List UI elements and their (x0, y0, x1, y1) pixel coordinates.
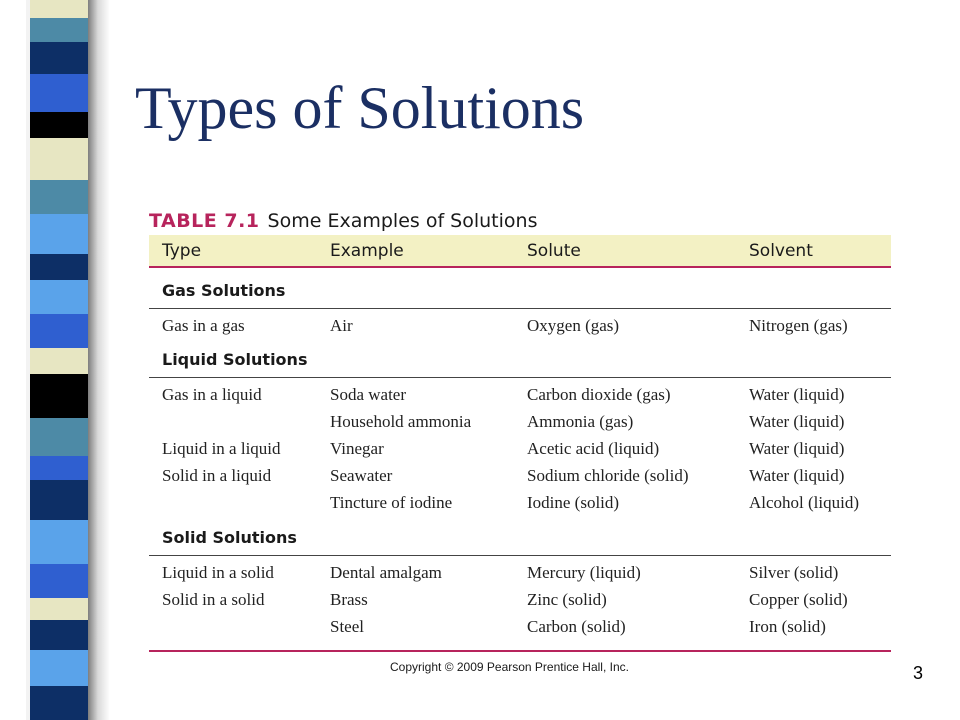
strip-block (30, 520, 92, 564)
cell-type: Liquid in a solid (162, 563, 274, 582)
cell-example: Air (330, 316, 353, 335)
cell-type: Gas in a liquid (162, 385, 262, 404)
cell-type: Liquid in a liquid (162, 439, 281, 458)
column-header-solvent: Solvent (749, 241, 813, 261)
table-row (149, 312, 891, 339)
strip-block (30, 564, 92, 598)
side-strip-shadow (88, 0, 110, 720)
table-label: TABLE 7.1 (149, 210, 260, 232)
table-row (149, 489, 891, 516)
cell-type: Gas in a gas (162, 316, 245, 335)
table-header (149, 235, 891, 268)
strip-block (30, 18, 92, 42)
column-header-type: Type (162, 241, 202, 261)
table-row (149, 408, 891, 435)
cell-solvent: Water (liquid) (749, 466, 845, 485)
page-number: 3 (913, 663, 924, 683)
cell-example: Steel (330, 617, 364, 636)
table-caption (149, 207, 537, 235)
strip-block (30, 214, 92, 254)
cell-solute: Carbon dioxide (gas) (527, 385, 671, 404)
strip-block (30, 42, 92, 74)
strip-block (30, 598, 92, 620)
cell-example: Tincture of iodine (330, 493, 453, 512)
table-row (149, 586, 891, 613)
strip-block (30, 348, 92, 374)
section-rule (149, 555, 891, 556)
strip-block (30, 138, 92, 180)
section-rule (149, 308, 891, 309)
cell-solvent: Silver (solid) (749, 563, 839, 582)
cell-solute: Zinc (solid) (527, 590, 607, 609)
cell-solute: Iodine (solid) (527, 493, 620, 512)
strip-block (30, 374, 92, 418)
strip-block (30, 112, 92, 138)
column-header-solute: Solute (527, 241, 581, 261)
cell-solvent: Water (liquid) (749, 439, 845, 458)
strip-block (30, 280, 92, 314)
strip-block (30, 650, 92, 686)
cell-solute: Oxygen (gas) (527, 316, 620, 335)
section-rule (149, 377, 891, 378)
cell-solute: Mercury (liquid) (527, 563, 641, 582)
strip-block (30, 254, 92, 280)
cell-solvent: Water (liquid) (749, 412, 845, 431)
cell-solute: Carbon (solid) (527, 617, 626, 636)
cell-solute: Ammonia (gas) (527, 412, 634, 431)
cell-solvent: Nitrogen (gas) (749, 316, 848, 335)
cell-type: Solid in a solid (162, 590, 265, 609)
strip-block (30, 418, 92, 456)
cell-example: Brass (330, 590, 368, 609)
cell-example: Seawater (330, 466, 393, 485)
strip-block (30, 480, 92, 520)
strip-block (30, 314, 92, 348)
cell-example: Soda water (330, 385, 407, 404)
cell-solvent: Water (liquid) (749, 385, 845, 404)
strip-block (30, 180, 92, 214)
table-caption-text: Some Examples of Solutions (267, 210, 538, 232)
strip-block (30, 74, 92, 112)
decorative-side-strip (30, 0, 92, 720)
cell-type: Solid in a liquid (162, 466, 272, 485)
copyright-notice: Copyright © 2009 Pearson Prentice Hall, Inc. (390, 660, 629, 674)
cell-solvent: Iron (solid) (749, 617, 826, 636)
cell-solvent: Copper (solid) (749, 590, 848, 609)
section-heading-gas: Gas Solutions (162, 281, 286, 300)
table-row (149, 462, 891, 489)
slide-title: Types of Solutions (135, 75, 585, 141)
section-heading-solid: Solid Solutions (162, 528, 297, 547)
table-row (149, 435, 891, 462)
cell-example: Household ammonia (330, 412, 472, 431)
strip-block (30, 456, 92, 480)
table-bottom-rule (149, 650, 891, 652)
table-row (149, 559, 891, 586)
table-row (149, 613, 891, 640)
strip-block (30, 686, 92, 720)
cell-solute: Acetic acid (liquid) (527, 439, 660, 458)
cell-solvent: Alcohol (liquid) (749, 493, 860, 512)
table-row (149, 381, 891, 408)
cell-solute: Sodium chloride (solid) (527, 466, 689, 485)
section-heading-liquid: Liquid Solutions (162, 350, 308, 369)
strip-block (30, 0, 92, 18)
cell-example: Dental amalgam (330, 563, 442, 582)
cell-example: Vinegar (330, 439, 384, 458)
column-header-example: Example (330, 241, 404, 261)
strip-block (30, 620, 92, 650)
